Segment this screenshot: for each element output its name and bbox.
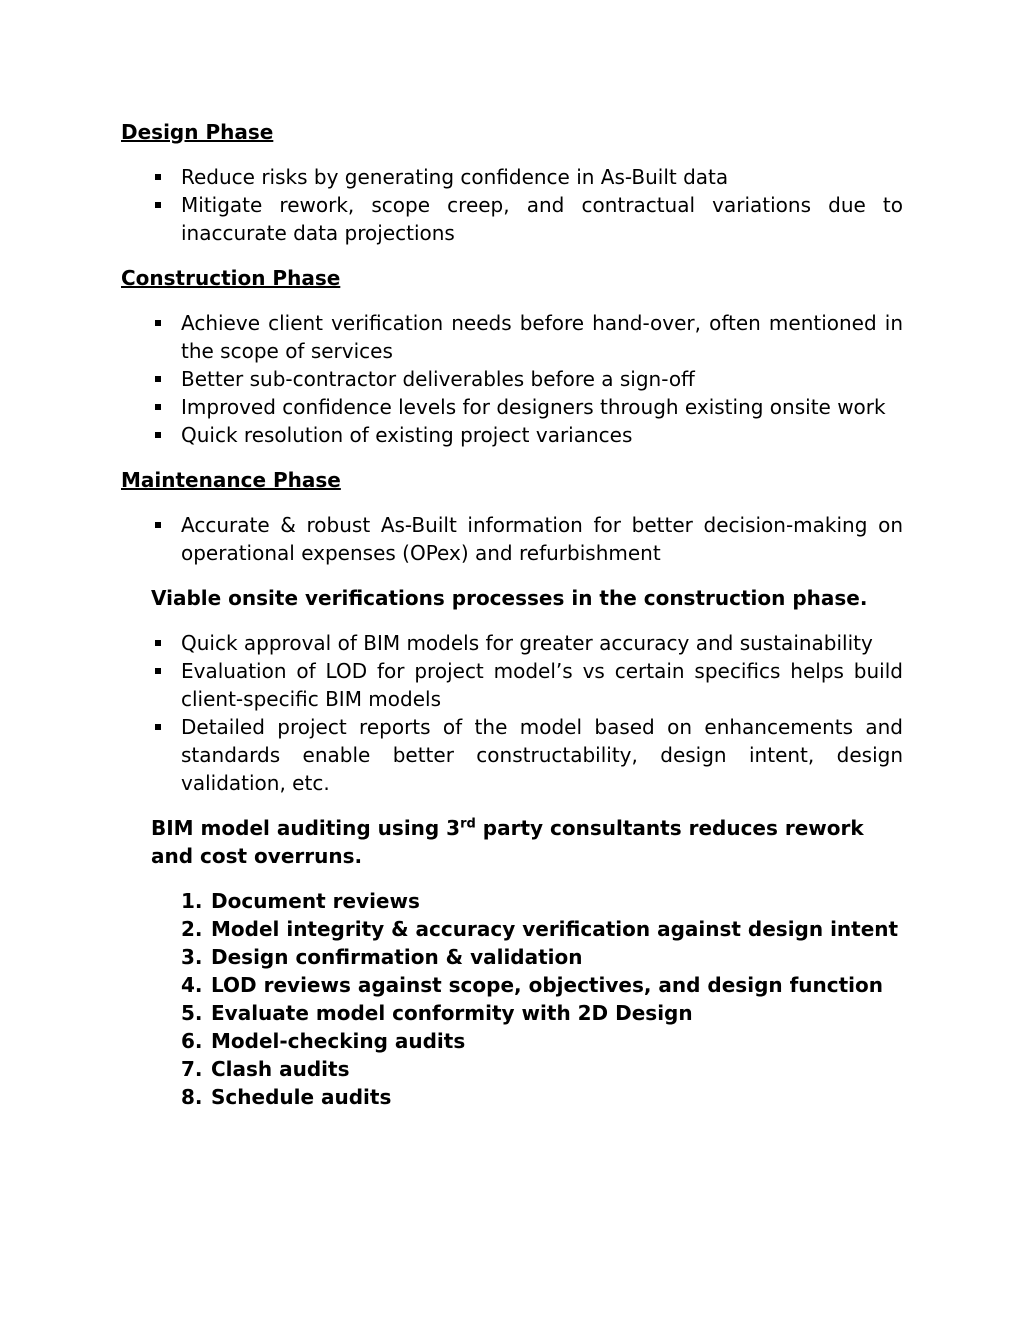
design-phase-list [121, 163, 903, 247]
list-item: 5. Evaluate model conformity with 2D Design [181, 1001, 693, 1025]
bullet-icon [155, 432, 161, 438]
list-item: Accurate & robust As-Built information for better decision-making on operational expenses (OPex) and refurbishment [181, 511, 903, 567]
bullet-icon [155, 174, 161, 180]
onsite-verification-heading: Viable onsite verifications processes in the construction phase. [151, 586, 868, 610]
list-item: Reduce risks by generating confidence in As-Built data [181, 163, 903, 191]
list-item: Detailed project reports of the model based on enhancements and standards enable better constructability, design intent, design validation, etc. [181, 713, 903, 797]
bim-auditing-list [121, 887, 903, 1111]
list-item: 1. Document reviews [181, 889, 420, 913]
design-phase-heading: Design Phase [121, 120, 274, 144]
bullet-icon [155, 404, 161, 410]
list-item: Improved confidence levels for designers through existing onsite work [181, 393, 903, 421]
list-item: Quick approval of BIM models for greater accuracy and sustainability [181, 629, 903, 657]
bullet-icon [155, 320, 161, 326]
bullet-icon [155, 522, 161, 528]
construction-phase-list [121, 309, 903, 449]
bullet-icon [155, 376, 161, 382]
list-item: 3. Design confirmation & validation [181, 945, 583, 969]
maintenance-phase-list [121, 511, 903, 567]
construction-phase-heading: Construction Phase [121, 266, 341, 290]
onsite-verification-list [121, 629, 903, 797]
maintenance-phase-heading: Maintenance Phase [121, 468, 341, 492]
list-item: Better sub-contractor deliverables before a sign-off [181, 365, 903, 393]
list-item: Quick resolution of existing project variances [181, 421, 903, 449]
list-item: 8. Schedule audits [181, 1085, 392, 1109]
bullet-icon [155, 202, 161, 208]
list-item: 6. Model-checking audits [181, 1029, 466, 1053]
bullet-icon [155, 724, 161, 730]
bullet-icon [155, 668, 161, 674]
document-content [121, 118, 903, 1111]
list-item: Achieve client verification needs before hand-over, often mentioned in the scope of services [181, 309, 903, 365]
list-item: Mitigate rework, scope creep, and contractual variations due to inaccurate data projections [181, 191, 903, 247]
list-item: 2. Model integrity & accuracy verification against design intent [181, 917, 899, 941]
bullet-icon [155, 640, 161, 646]
list-item: Evaluation of LOD for project model’s vs certain specifics helps build client-specific BIM models [181, 657, 903, 713]
list-item: 7. Clash audits [181, 1057, 350, 1081]
list-item: 4. LOD reviews against scope, objectives, and design function [181, 973, 884, 997]
bim-auditing-heading: BIM model auditing using 3rd party consultants reduces rework and cost overruns. [151, 816, 864, 868]
